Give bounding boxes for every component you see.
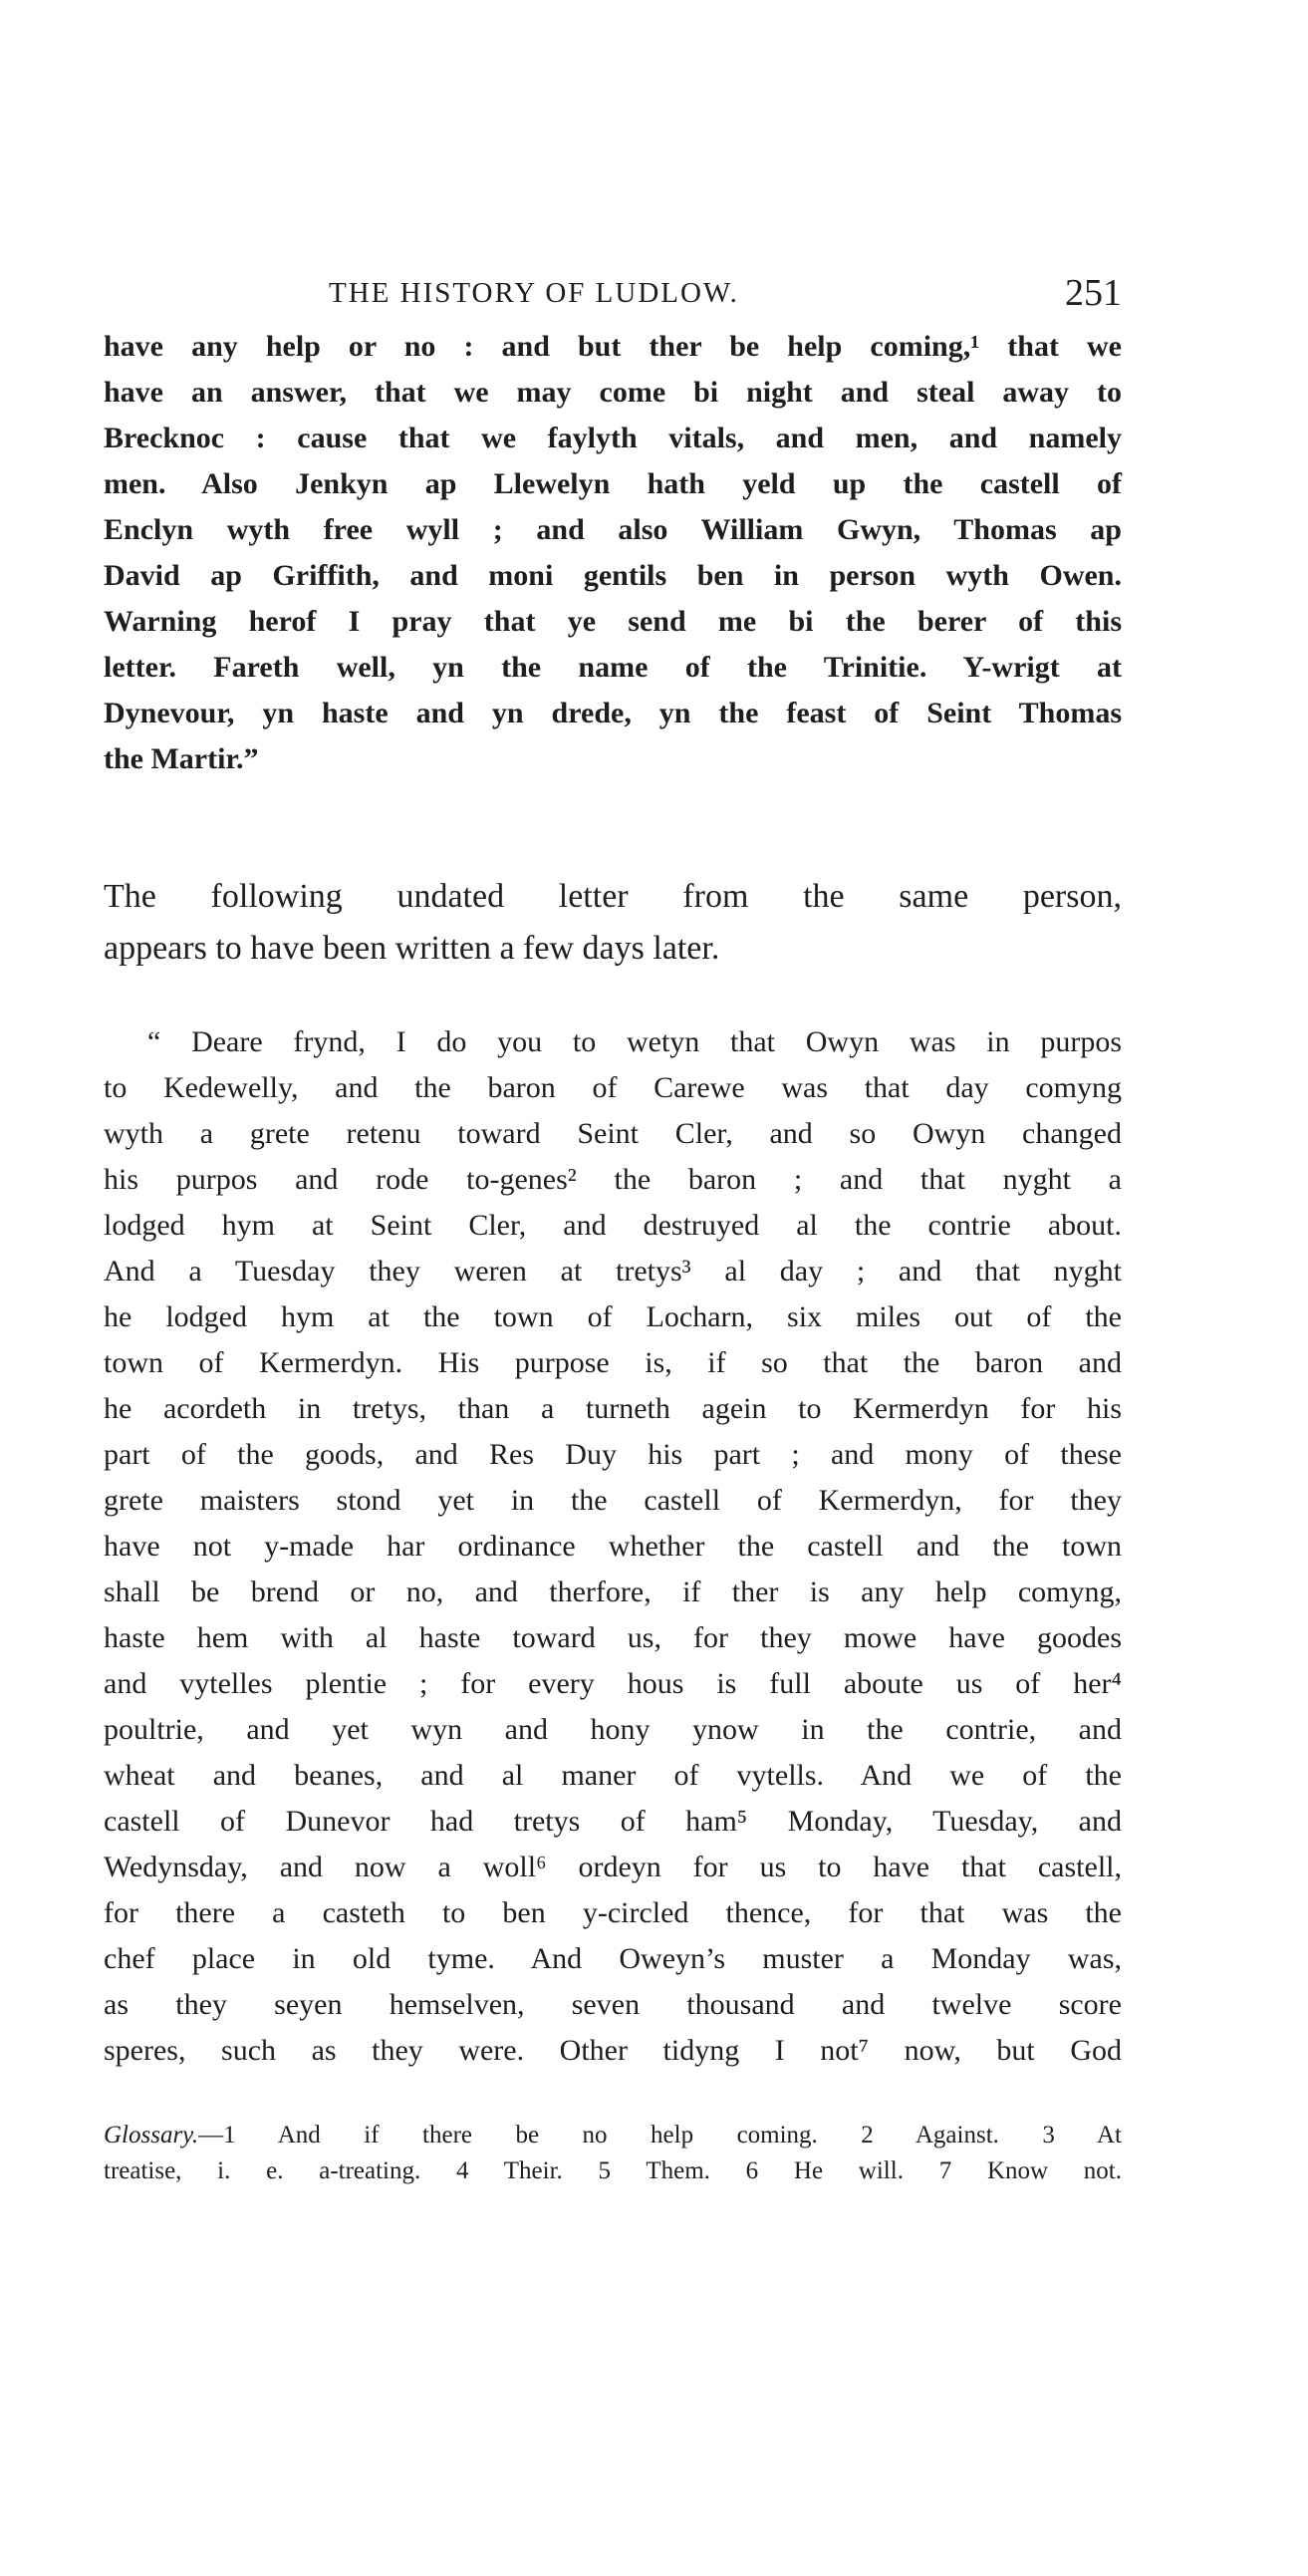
text-line: town of Kermerdyn. His purpose is, if so that the baron and [104,1346,1122,1379]
text-line: grete maisters stond yet in the castell of Kermerdyn, for they [104,1484,1122,1517]
text-line: for there a casteth to ben y-circled thence, for that was the [104,1896,1122,1929]
text-line: have any help or no : and but ther be help coming,¹ that we [104,330,1122,363]
text-line: wheat and beanes, and al maner of vytells. And we of the [104,1759,1122,1792]
continuation-paragraph [104,324,1122,782]
text-line: and vytelles plentie ; for every hous is full aboute us of her⁴ [104,1667,1122,1700]
text-line: appears to have been written a few days later. [104,930,720,967]
text-line: castell of Dunevor had tretys of ham⁵ Monday, Tuesday, and [104,1805,1122,1838]
text-line: lodged hym at Seint Cler, and destruyed al the contrie about. [104,1209,1122,1242]
running-title: THE HISTORY OF LUDLOW. [329,277,739,309]
text-line: poultrie, and yet wyn and hony ynow in the contrie, and [104,1713,1122,1746]
text-line: the Martir.” [104,742,259,775]
text-line: Brecknoc : cause that we faylyth vitals, and men, and namely [104,422,1122,454]
text-line: speres, such as they were. Other tidyng I not⁷ now, but God [104,2034,1122,2067]
text-line: he lodged hym at the town of Locharn, six miles out of the [104,1300,1122,1333]
text-line: And a Tuesday they weren at tretys³ al day ; and that nyght [104,1255,1122,1288]
paragraph-text [104,871,1122,975]
intro-paragraph [104,871,1122,975]
text-line: David ap Griffith, and moni gentils ben in person wyth Owen. [104,559,1122,592]
text-line: Dynevour, yn haste and yn drede, yn the feast of Seint Thomas [104,697,1122,729]
text-line: Warning herof I pray that ye send me bi the berer of this [104,605,1122,638]
text-line: Enclyn wyth free wyll ; and also William Gwyn, Thomas ap [104,513,1122,546]
paragraph-text [104,1019,1122,2074]
glossary-text [104,2118,1122,2189]
text-line: his purpos and rode to-genes² the baron ; and that nyght a [104,1163,1122,1196]
text-line: to Kedewelly, and the baron of Carewe was that day comyng [104,1071,1122,1104]
page-number: 251 [1065,272,1122,314]
page-header [329,269,1122,317]
paragraph-text [104,324,1122,782]
text-line: he acordeth in tretys, than a turneth agein to Kermerdyn for his [104,1392,1122,1425]
glossary-label: Glossary. [104,2122,199,2148]
text-line: haste hem with al haste toward us, for they mowe have goodes [104,1621,1122,1654]
glossary-footnotes [104,2118,1122,2189]
text-line: have an answer, that we may come bi night and steal away to [104,376,1122,409]
letter-paragraph [104,1019,1122,2074]
text-line: shall be brend or no, and therfore, if ther is any help comyng, [104,1575,1122,1608]
text-line: letter. Fareth well, yn the name of the Trinitie. Y-wrigt at [104,651,1122,684]
glossary-entries: —1 And if there be no help coming. 2 Against. 3 At [198,2122,1122,2148]
text-line: Wedynsday, and now a woll⁶ ordeyn for us to have that castell, [104,1851,1122,1883]
text-line: have not y-made har ordinance whether the castell and the town [104,1530,1122,1563]
glossary-line [104,2118,1122,2153]
text-line: part of the goods, and Res Duy his part ; and mony of these [104,1438,1122,1471]
text-line: “ Deare frynd, I do you to wetyn that Owyn was in purpos [147,1025,1122,1058]
text-line: The following undated letter from the same person, [104,878,1122,915]
text-line: wyth a grete retenu toward Seint Cler, and so Owyn changed [104,1117,1122,1150]
text-line: chef place in old tyme. And Oweyn’s muster a Monday was, [104,1942,1122,1975]
text-line: as they seyen hemselven, seven thousand and twelve score [104,1988,1122,2021]
text-line: men. Also Jenkyn ap Llewelyn hath yeld up the castell of [104,467,1122,500]
glossary-line: treatise, i. e. a-treating. 4 Their. 5 Them. 6 He will. 7 Know not. [104,2157,1122,2184]
